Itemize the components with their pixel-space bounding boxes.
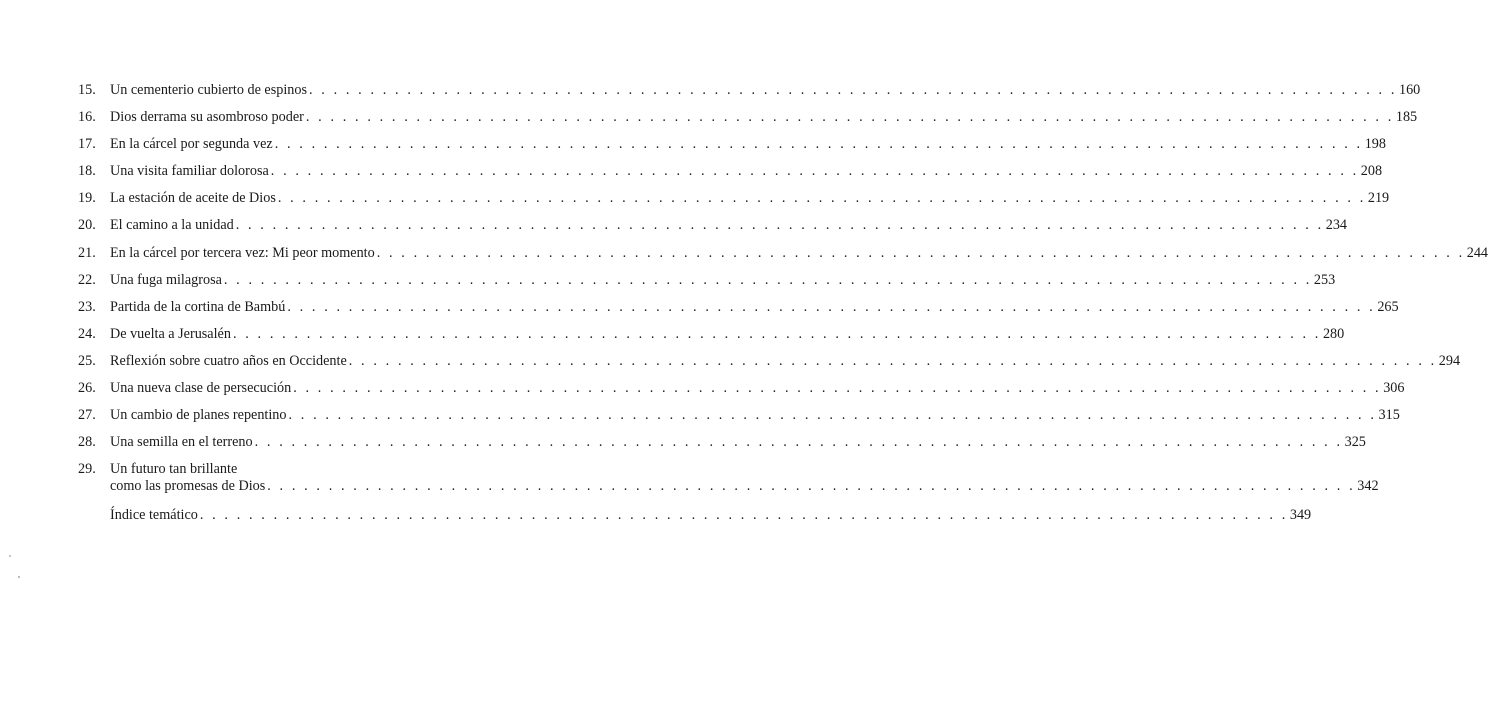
dot-leader bbox=[255, 434, 1343, 451]
dot-leader bbox=[289, 407, 1377, 424]
page-number: 219 bbox=[1367, 190, 1390, 207]
dot-leader bbox=[306, 109, 1394, 126]
chapter-number: 20. bbox=[78, 217, 96, 234]
chapter-title: Una visita familiar dolorosa bbox=[110, 163, 269, 180]
dot-leader bbox=[236, 217, 1324, 234]
chapter-number: 22. bbox=[78, 271, 96, 288]
toc-entry-19[interactable] bbox=[78, 190, 1390, 217]
chapter-title: Una nueva clase de persecución bbox=[110, 380, 292, 397]
dot-leader bbox=[271, 163, 1359, 180]
chapter-title: Un cementerio cubierto de espinos bbox=[110, 82, 307, 98]
chapter-title: Una fuga milagrosa bbox=[110, 271, 222, 288]
chapter-number: 17. bbox=[78, 136, 96, 153]
page-number: 244 bbox=[1466, 244, 1488, 261]
chapter-title: La estación de aceite de Dios bbox=[110, 190, 276, 207]
toc-entry-24[interactable] bbox=[78, 325, 1345, 353]
page-number: 315 bbox=[1378, 407, 1400, 424]
page-number: 160 bbox=[1398, 82, 1421, 98]
chapter-number: 19. bbox=[78, 190, 96, 207]
toc-entry-29[interactable] bbox=[78, 461, 1379, 507]
page-number: 342 bbox=[1357, 478, 1379, 495]
chapter-number: 27. bbox=[78, 407, 96, 424]
toc-entry-15[interactable] bbox=[78, 82, 1421, 109]
page-number: 198 bbox=[1364, 136, 1386, 153]
chapter-title: Un cambio de planes repentino bbox=[110, 407, 287, 424]
chapter-title: Reflexión sobre cuatro años en Occidente bbox=[110, 352, 347, 369]
chapter-title: Partida de la cortina de Bambú bbox=[110, 298, 286, 315]
chapter-number: 15. bbox=[78, 82, 96, 98]
chapter-title-line-2: como las promesas de Dios bbox=[110, 478, 266, 495]
chapter-title: Una semilla en el terreno bbox=[110, 434, 253, 451]
toc-entry-28[interactable] bbox=[78, 434, 1366, 461]
page-number: 306 bbox=[1383, 380, 1405, 397]
dot-leader bbox=[278, 190, 1366, 207]
toc-entry-25[interactable] bbox=[78, 352, 1461, 380]
scan-speck bbox=[18, 576, 20, 578]
chapter-title: De vuelta a Jerusalén bbox=[110, 325, 231, 342]
toc-entry-23[interactable] bbox=[78, 298, 1399, 326]
toc-entry-20[interactable] bbox=[78, 217, 1347, 244]
page-number: 280 bbox=[1322, 325, 1345, 342]
dot-leader bbox=[287, 299, 1375, 316]
page-number: 325 bbox=[1344, 434, 1366, 451]
page-number: 349 bbox=[1289, 507, 1312, 524]
dot-leader bbox=[267, 478, 1355, 495]
page-number: 185 bbox=[1395, 109, 1418, 126]
dot-leader bbox=[377, 245, 1465, 262]
page-number: 265 bbox=[1377, 298, 1399, 315]
table-of-contents bbox=[78, 82, 1488, 534]
chapter-number: 28. bbox=[78, 434, 96, 451]
toc-entry-16[interactable] bbox=[78, 109, 1418, 136]
page-number: 253 bbox=[1313, 271, 1336, 288]
dot-leader bbox=[275, 136, 1363, 153]
toc-entry-26[interactable] bbox=[78, 380, 1405, 407]
chapter-number: 24. bbox=[78, 325, 96, 342]
page-number: 234 bbox=[1325, 217, 1347, 234]
chapter-title: En la cárcel por tercera vez: Mi peor momento bbox=[110, 244, 375, 261]
chapter-number: 21. bbox=[78, 244, 96, 261]
chapter-number: 23. bbox=[78, 298, 96, 315]
scan-speck bbox=[9, 555, 11, 557]
chapter-number: 26. bbox=[78, 380, 96, 397]
chapter-title: En la cárcel por segunda vez bbox=[110, 136, 273, 153]
chapter-number: 16. bbox=[78, 109, 96, 126]
toc-entry-22[interactable] bbox=[78, 271, 1336, 299]
chapter-title: Dios derrama su asombroso poder bbox=[110, 109, 304, 126]
toc-entry-27[interactable] bbox=[78, 407, 1400, 434]
page-number: 294 bbox=[1438, 352, 1461, 369]
dot-leader bbox=[233, 326, 1321, 343]
chapter-number: 18. bbox=[78, 163, 96, 180]
toc-entry-21[interactable] bbox=[78, 244, 1488, 272]
dot-leader bbox=[309, 82, 1397, 99]
dot-leader bbox=[224, 272, 1312, 289]
chapter-number: 29. bbox=[78, 461, 96, 478]
dot-leader bbox=[293, 380, 1381, 397]
chapter-title-line-1: Un futuro tan brillante bbox=[110, 461, 238, 478]
toc-entry-18[interactable] bbox=[78, 163, 1383, 190]
page-number: 208 bbox=[1360, 163, 1383, 180]
chapter-number: 25. bbox=[78, 352, 96, 369]
index-title: Índice temático bbox=[110, 507, 198, 524]
dot-leader bbox=[200, 507, 1288, 524]
dot-leader bbox=[349, 353, 1437, 370]
toc-entry-17[interactable] bbox=[78, 136, 1386, 163]
toc-entry-index[interactable] bbox=[78, 507, 1312, 534]
chapter-title: El camino a la unidad bbox=[110, 217, 234, 234]
